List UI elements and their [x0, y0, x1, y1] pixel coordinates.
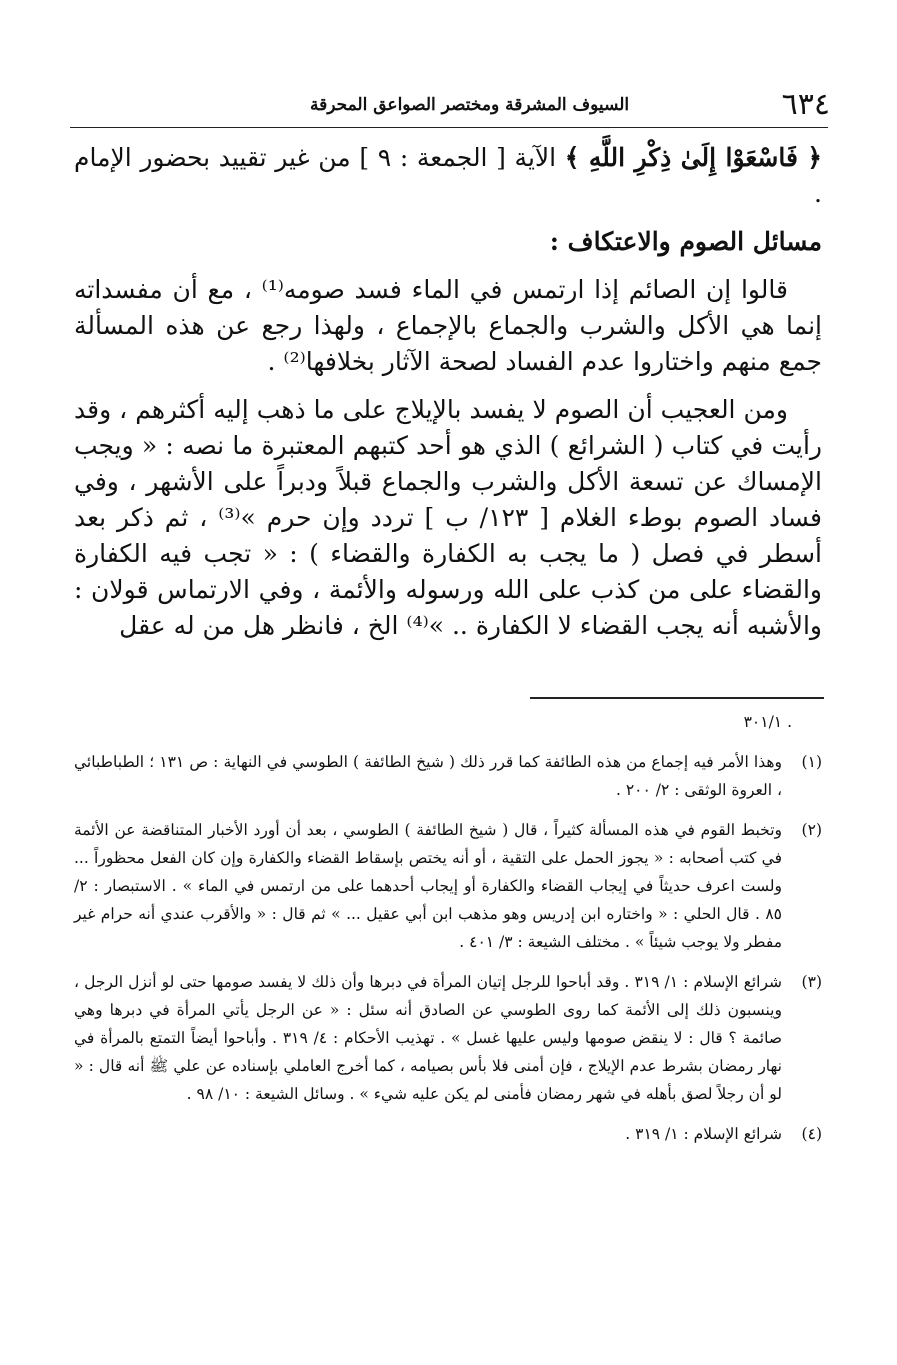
- section-heading: مسائل الصوم والاعتكاف :: [549, 227, 822, 256]
- footnote-text: وهذا الأمر فيه إجماع من هذه الطائفة كما قرر ذلك ( شيخ الطائفة ) الطوسي في النهاية : ص ١٣١ ؛ الطباطبائي ، العروة الوثقى : ٢/ ٢٠٠ .: [74, 753, 782, 799]
- verse-line-text: الآية [ الجمعة : ٩ ] من غير تقييد بحضور الإمام .: [74, 143, 822, 208]
- quran-verse: ﴿ فَاسْعَوْا إِلَىٰ ذِكْرِ اللَّهِ ﴾: [564, 143, 822, 172]
- footnote-1: [74, 748, 822, 804]
- footnote-4: [74, 1120, 822, 1148]
- verse-line: [74, 140, 822, 212]
- page-number: ٦٣٤: [781, 87, 830, 122]
- header-divider: [70, 127, 828, 128]
- footnote-text: شرائع الإسلام : ١/ ٣١٩ .: [625, 1125, 782, 1143]
- footnote-divider: [530, 697, 824, 699]
- footnote-number: (٢): [801, 821, 822, 839]
- footnote-2: [74, 816, 822, 956]
- running-title: السيوف المشرقة ومختصر الصواعق المحرقة: [310, 95, 630, 115]
- footnote-3: [74, 968, 822, 1108]
- paragraph-1: قالوا إن الصائم إذا ارتمس في الماء فسد صومه⁽¹⁾ ، مع أن مفسداته إنما هي الأكل والشرب والجماع بالإجماع ، ولهذا رجع عن هذه المسألة جمع منهم واختاروا عدم الفساد لصحة الآثار بخلافها⁽²⁾ .: [74, 275, 822, 376]
- footnotes: [74, 708, 822, 1160]
- main-text: [74, 140, 822, 656]
- footnote-number: (٣): [801, 973, 822, 991]
- footnote-text: وتخبط القوم في هذه المسألة كثيراً ، قال ( شيخ الطائفة ) الطوسي ، بعد أن أورد الأخبار المتناقضة عن الأئمة في كتب أصحابه : « يجوز الحمل على التقية ، أو أنه يختص بإسقاط القضاء والكفارة وإن كان الفعل محظوراً ... ولست اعرف حديثاً في إيجاب القضاء والكفارة أو إيجاب أحدهما على من ارتمس في الماء » . الاستبصار : ٢/ ٨٥ . قال الحلي : « واختاره ابن إدريس وهو مذهب ابن أبي عقيل ... » ثم قال : « والأقرب عندي أنه حرام غير مفطر ولا يوجب شيئاً » . مختلف الشيعة : ٣/ ٤٠١ .: [74, 821, 782, 951]
- page-header: [70, 88, 830, 128]
- footnote-number: (٤): [801, 1125, 822, 1143]
- footnote-carryover: . ٣٠١/١: [743, 713, 792, 731]
- paragraph-2: ومن العجيب أن الصوم لا يفسد بالإيلاج على ما ذهب إليه أكثرهم ، وقد رأيت في كتاب ( الشرائع ) الذي هو أحد كتبهم المعتبرة ما نصه : « ويجب الإمساك عن تسعة الأكل والشرب والجماع قبلاً ودبراً على الأشهر ، وفي فساد الصوم بوطء الغلام [ ١٢٣/ ب ] تردد وإن حرم »⁽³⁾ ، ثم ذكر بعد أسطر في فصل ( ما يجب به الكفارة والقضاء ) : « تجب فيه الكفارة والقضاء على من كذب على الله ورسوله والأئمة ، وفي الارتماس قولان : والأشبه أنه يجب القضاء لا الكفارة .. »⁽⁴⁾ الخ ، فانظر هل من له عقل: [74, 395, 823, 640]
- footnote-number: (١): [801, 753, 822, 771]
- footnote-text: شرائع الإسلام : ١/ ٣١٩ . وقد أباحوا للرجل إتيان المرأة في دبرها وأن ذلك لا يفسد صومها حتى لو أنزل الرجل ، وينسبون ذلك إلى الأئمة كما روى الطوسي عن الصادق أنه سئل : « عن الرجل يأتي المرأة في دبرها وهي صائمة ؟ قال : لا ينقض صومها وليس عليها غسل » . تهذيب الأحكام : ٤/ ٣١٩ . وأباحوا أيضاً التمتع بالمرأة في نهار رمضان بشرط عدم الإيلاج ، فإن أمنى فلا بأس بصيامه ، كما أخرج العاملي بإسناده عن علي ﷺ أنه قال : « لو أن رجلاً لصق بأهله في شهر رمضان فأمنى لم يكن عليه شيء » . وسائل الشيعة : ١٠/ ٩٨ .: [74, 973, 783, 1103]
